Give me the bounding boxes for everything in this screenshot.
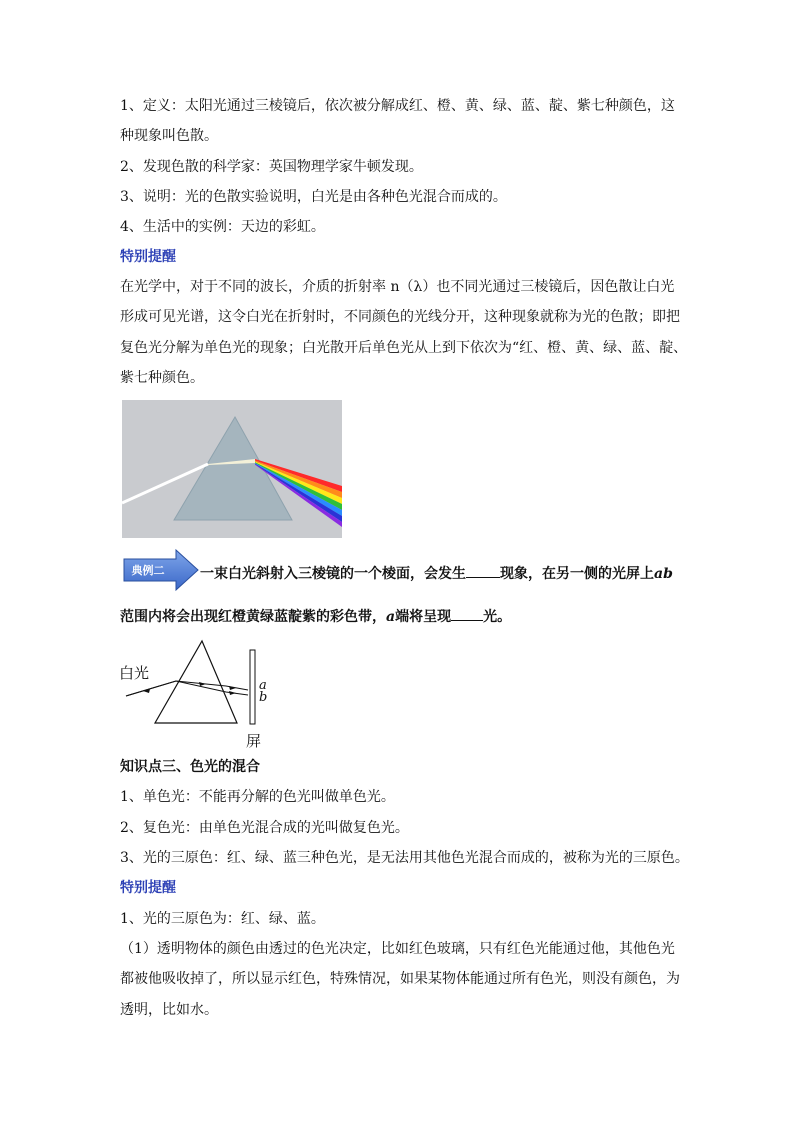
prism-dispersion-image [122, 400, 342, 538]
white-light-label: 白光 [119, 664, 150, 682]
primary-colors-line: 3、光的三原色：红、绿、蓝三种色光，是无法用其他色光混合而成的，被称为光的三原色。 [120, 850, 689, 866]
transparent-note-line-3: 透明，比如水。 [120, 1002, 218, 1018]
screen-label: 屏 [246, 732, 262, 750]
point-b-label: b [259, 690, 268, 705]
note-line-1: 在光学中，对于不同的波长，介质的折射率 n（λ）也不同光通过三棱镜后，因色散让白光 [120, 279, 675, 295]
question-text-1b: 现象，在另一侧的光屏上 [500, 566, 654, 582]
example-question-line-1 [200, 562, 680, 584]
transparent-note-line-1: （1）透明物体的颜色由透过的色光决定，比如红色玻璃，只有红色光能通过他，其他色光 [120, 941, 675, 957]
note-line-3: 复色光分解为单色光的现象；白光散开后单色光从上到下依次为“红、橙、黄、绿、蓝、靛、 [120, 340, 688, 356]
explanation-line: 3、说明：光的色散实验说明，白光是由各种色光混合而成的。 [120, 189, 507, 205]
special-note-heading-2: 特别提醒 [120, 880, 176, 896]
example-badge-label: 典例二 [131, 564, 165, 577]
prism-screen-diagram [116, 636, 276, 750]
question-text-1a: 一束白光斜射入三棱镜的一个棱面，会发生 [200, 566, 466, 582]
special-note-heading-1: 特别提醒 [120, 249, 176, 265]
primary-colors-note: 1、光的三原色为：红、绿、蓝。 [120, 911, 325, 927]
example-line: 4、生活中的实例：天边的彩虹。 [120, 219, 325, 235]
point-a-label: a [259, 678, 267, 693]
example-badge [122, 548, 200, 592]
definition-line-1: 1、定义：太阳光通过三棱镜后，依次被分解成红、橙、黄、绿、蓝、靛、紫七种颜色，这 [120, 98, 675, 114]
discoverer-line: 2、发现色散的科学家：英国物理学家牛顿发现。 [120, 159, 423, 175]
definition-line-2: 种现象叫色散。 [120, 128, 218, 144]
note-line-4: 紫七种颜色。 [120, 370, 204, 386]
question-text-2c: 光。 [483, 609, 512, 625]
answer-blank-1[interactable] [466, 562, 500, 578]
section3-heading: 知识点三、色光的混合 [120, 759, 260, 775]
question-text-2b: 端将呈现 [395, 609, 452, 625]
transparent-note-line-2: 都被他吸收掉了，所以显示红色，特殊情况，如果某物体能通过所有色光，则没有颜色，为 [120, 971, 680, 987]
question-text-2a: 范围内将会出现红橙黄绿蓝靛紫的彩色带， [120, 609, 386, 625]
question-var-ab: ab [654, 566, 673, 582]
polychromatic-line: 2、复色光：由单色光混合成的光叫做复色光。 [120, 820, 409, 836]
example-question-line-2 [120, 605, 680, 627]
monochromatic-line: 1、单色光：不能再分解的色光叫做单色光。 [120, 789, 395, 805]
question-var-a: a [386, 609, 396, 625]
note-line-2: 形成可见光谱，这令白光在折射时，不同颜色的光线分开，这种现象就称为光的色散；即把 [120, 309, 680, 325]
answer-blank-2[interactable] [451, 605, 483, 621]
